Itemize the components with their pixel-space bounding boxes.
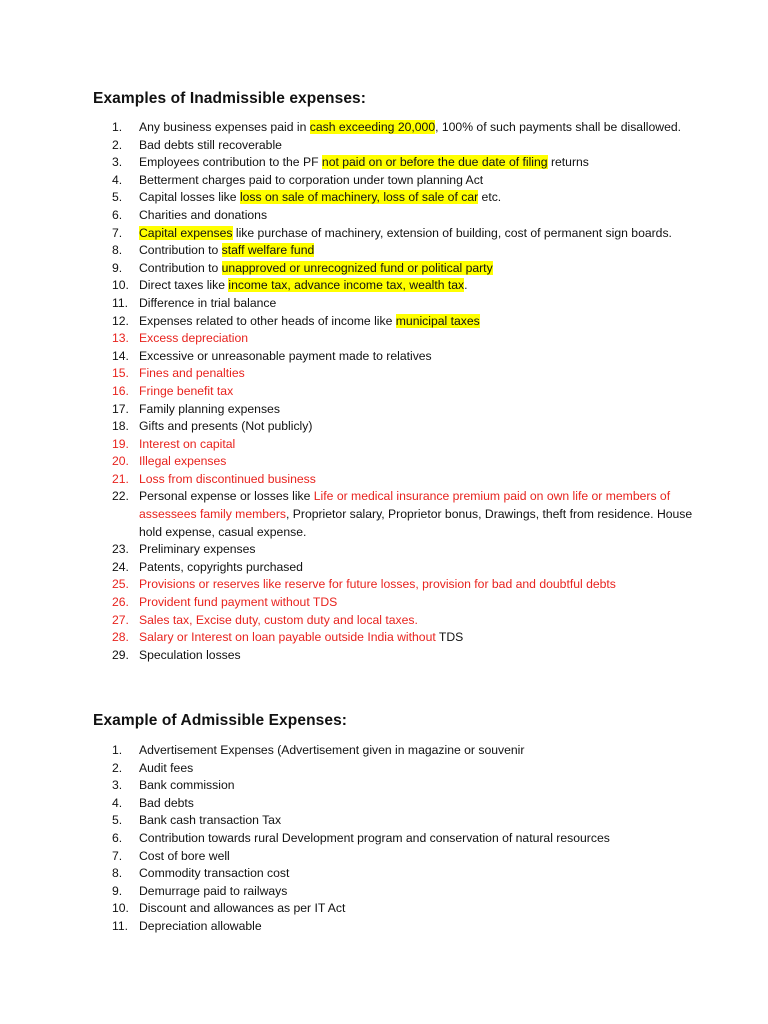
item-text: Contribution towards rural Development program and conservation of natural resources xyxy=(139,830,610,845)
list-item-number: 21. xyxy=(112,471,129,486)
item-text: Direct taxes like xyxy=(139,278,229,293)
item-text: Cost of bore well xyxy=(139,848,230,863)
list-item xyxy=(112,647,699,665)
item-text: Advertisement Expenses (Advertisement given in magazine or souvenir xyxy=(139,743,525,757)
list-item-number: 7. xyxy=(112,848,123,863)
list-item-number: 18. xyxy=(112,419,129,434)
list-item-number: 29. xyxy=(112,647,129,662)
red-text: Interest on capital xyxy=(139,436,236,451)
item-text: etc. xyxy=(478,190,502,205)
list-item-number: 2. xyxy=(112,760,123,775)
item-text: TDS xyxy=(438,630,464,645)
list-item-number: 11. xyxy=(112,295,129,310)
list-item-number: 10. xyxy=(112,901,129,916)
list-item-number: 16. xyxy=(112,383,129,398)
list-item-number: 28. xyxy=(112,630,129,645)
inadmissible-expenses-list xyxy=(112,119,699,664)
item-text: Bank cash transaction Tax xyxy=(139,813,282,828)
red-text: Salary or Interest on loan payable outside India without xyxy=(139,630,439,645)
admissible-expenses-list xyxy=(112,742,699,936)
red-text: Excess depreciation xyxy=(139,331,249,346)
list-item-number: 9. xyxy=(112,883,123,898)
list-item-number: 22. xyxy=(112,489,129,504)
item-text: Family planning expenses xyxy=(139,401,280,416)
list-item xyxy=(112,119,699,137)
list-item-number: 25. xyxy=(112,577,129,592)
list-item xyxy=(112,541,699,559)
list-item-number: 5. xyxy=(112,190,123,205)
item-text: Depreciation allowable xyxy=(139,918,262,933)
list-item xyxy=(112,812,699,830)
item-text: Excessive or unreasonable payment made to relatives xyxy=(139,348,432,363)
list-item-number: 1. xyxy=(112,743,123,757)
item-text: . xyxy=(464,278,468,293)
list-item xyxy=(112,918,699,936)
list-item xyxy=(112,313,699,331)
red-text: Loss from discontinued business xyxy=(139,471,316,486)
list-item-number: 6. xyxy=(112,830,123,845)
item-text: Difference in trial balance xyxy=(139,295,277,310)
list-item-number: 10. xyxy=(112,278,129,293)
list-item xyxy=(112,260,699,278)
list-item xyxy=(112,612,699,630)
list-item xyxy=(112,883,699,901)
item-text: Demurrage paid to railways xyxy=(139,883,288,898)
list-item xyxy=(112,471,699,489)
item-text: Contribution to xyxy=(139,260,222,275)
list-item xyxy=(112,418,699,436)
red-text: Fringe benefit tax xyxy=(139,383,234,398)
item-text: Preliminary expenses xyxy=(139,542,256,557)
list-item xyxy=(112,137,699,155)
item-text: Audit fees xyxy=(139,760,194,775)
list-item xyxy=(112,777,699,795)
list-item xyxy=(112,865,699,883)
list-item-number: 1. xyxy=(112,120,123,134)
list-item-number: 20. xyxy=(112,454,129,469)
item-text: Contribution to xyxy=(139,243,222,258)
item-text: Bank commission xyxy=(139,778,235,793)
red-text: Provisions or reserves like reserve for future losses, provision for bad and doubtful debts xyxy=(139,577,616,592)
list-item-number: 6. xyxy=(112,207,123,222)
list-item-number: 19. xyxy=(112,436,129,451)
list-item xyxy=(112,629,699,647)
list-item-number: 11. xyxy=(112,918,129,933)
item-text: Commodity transaction cost xyxy=(139,866,290,881)
highlighted-text: municipal taxes xyxy=(395,313,480,328)
list-item-number: 4. xyxy=(112,172,123,187)
red-text: Provident fund payment without TDS xyxy=(139,595,338,610)
list-item-number: 24. xyxy=(112,559,129,574)
item-text: like purchase of machinery, extension of building, cost of permanent sign boards. xyxy=(232,225,672,240)
list-item xyxy=(112,172,699,190)
list-item xyxy=(112,189,699,207)
item-text: Personal expense or losses like xyxy=(139,489,314,504)
list-item-number: 7. xyxy=(112,225,123,240)
red-text: Fines and penalties xyxy=(139,366,245,381)
red-text: Life or medical insurance premium paid on own life or members of assessees family members xyxy=(139,489,671,522)
list-item xyxy=(112,436,699,454)
list-item-number: 3. xyxy=(112,778,123,793)
section-title-inadmissible: Examples of Inadmissible expenses: xyxy=(93,90,367,107)
list-item xyxy=(112,277,699,295)
list-item xyxy=(112,242,699,260)
item-text: Charities and donations xyxy=(139,207,268,222)
list-item-number: 15. xyxy=(112,366,129,381)
highlighted-text: not paid on or before the due date of filing xyxy=(321,155,548,170)
list-item xyxy=(112,207,699,225)
highlighted-text: loss on sale of machinery, loss of sale of car xyxy=(239,190,479,205)
list-item-number: 3. xyxy=(112,155,123,170)
item-text: , 100% of such payments shall be disallowed. xyxy=(435,120,682,134)
list-item-number: 23. xyxy=(112,542,129,557)
highlighted-text: unapproved or unrecognized fund or political party xyxy=(221,260,493,275)
list-item xyxy=(112,848,699,866)
list-item xyxy=(112,383,699,401)
list-item xyxy=(112,900,699,918)
item-text: Patents, copyrights purchased xyxy=(139,559,303,574)
list-item-number: 8. xyxy=(112,243,123,258)
list-item-number: 4. xyxy=(112,795,123,810)
item-text: Bad debts xyxy=(139,795,194,810)
list-item xyxy=(112,154,699,172)
list-item xyxy=(112,760,699,778)
section-title-admissible: Example of Admissible Expenses: xyxy=(93,712,348,729)
item-text: Employees contribution to the PF xyxy=(139,155,322,170)
list-item-number: 26. xyxy=(112,595,129,610)
item-text: Discount and allowances as per IT Act xyxy=(139,901,346,916)
item-text: , Proprietor salary, Proprietor bonus, Drawings, theft from residence. House hold expense, casual expense. xyxy=(139,507,693,539)
list-item xyxy=(112,348,699,366)
item-text: Any business expenses paid in xyxy=(139,120,310,134)
item-text: Expenses related to other heads of income like xyxy=(139,313,396,328)
list-item xyxy=(112,295,699,313)
item-text: Bad debts still recoverable xyxy=(139,137,282,152)
list-item-number: 2. xyxy=(112,137,123,152)
list-item xyxy=(112,401,699,419)
list-item xyxy=(112,365,699,383)
list-item-number: 13. xyxy=(112,331,129,346)
list-item xyxy=(112,225,699,243)
red-text: Sales tax, Excise duty, custom duty and local taxes. xyxy=(139,612,418,627)
list-item xyxy=(112,488,699,541)
list-item-number: 5. xyxy=(112,813,123,828)
item-text: Capital losses like xyxy=(139,190,240,205)
item-text: Gifts and presents (Not publicly) xyxy=(139,419,313,434)
highlighted-text: income tax, advance income tax, wealth tax xyxy=(228,278,465,293)
list-item xyxy=(112,559,699,577)
list-item xyxy=(112,453,699,471)
highlighted-text: Capital expenses xyxy=(139,225,233,240)
item-text: returns xyxy=(547,155,589,170)
item-text: Betterment charges paid to corporation under town planning Act xyxy=(139,172,484,187)
list-item-number: 14. xyxy=(112,348,129,363)
list-item-number: 12. xyxy=(112,313,129,328)
list-item-number: 9. xyxy=(112,260,123,275)
list-item-number: 27. xyxy=(112,612,129,627)
list-item xyxy=(112,594,699,612)
highlighted-text: cash exceeding 20,000 xyxy=(309,120,436,134)
item-text: Speculation losses xyxy=(139,647,241,662)
list-item-number: 8. xyxy=(112,866,123,881)
list-item xyxy=(112,795,699,813)
red-text: Illegal expenses xyxy=(139,454,227,469)
list-item xyxy=(112,330,699,348)
list-item-number: 17. xyxy=(112,401,129,416)
list-item xyxy=(112,742,699,760)
highlighted-text: staff welfare fund xyxy=(221,243,315,258)
list-item xyxy=(112,576,699,594)
list-item xyxy=(112,830,699,848)
